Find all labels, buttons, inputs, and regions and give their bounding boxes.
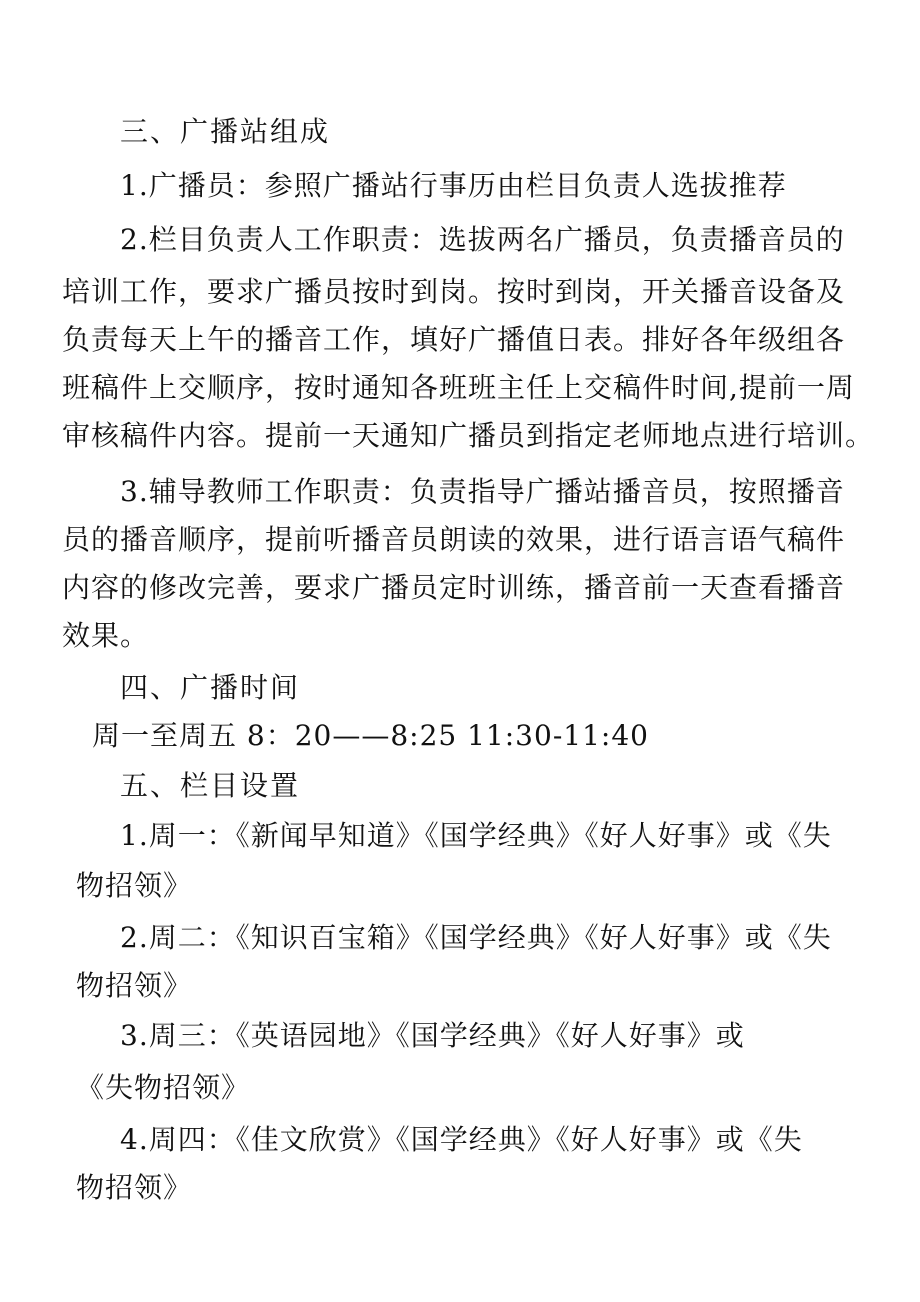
column-line: 4.周四：《佳文欣赏》《国学经典》《好人好事》或《失 <box>120 1123 803 1156</box>
section-heading-5: 五、栏目设置 <box>120 769 301 802</box>
column-line: 物招领》 <box>76 869 193 902</box>
paragraph-line: 效果。 <box>62 619 150 652</box>
paragraph-line: 1.广播员：参照广播站行事历由栏目负责人选拔推荐 <box>120 169 787 202</box>
column-line: 3.周三：《英语园地》《国学经典》《好人好事》或 <box>120 1019 745 1052</box>
schedule-time-line: 周一至周五 8：20——8:25 11:30-11:40 <box>92 719 649 752</box>
column-line: 《失物招领》 <box>76 1071 251 1104</box>
column-line: 物招领》 <box>76 969 193 1002</box>
column-line: 2.周二：《知识百宝箱》《国学经典》《好人好事》或《失 <box>120 921 832 954</box>
section-heading-4: 四、广播时间 <box>120 671 301 704</box>
paragraph-line: 培训工作，要求广播员按时到岗。按时到岗，开关播音设备及 <box>62 275 846 308</box>
paragraph-line: 审核稿件内容。提前一天通知广播员到指定老师地点进行培训。 <box>62 419 875 452</box>
paragraph-line: 负责每天上午的播音工作，填好广播值日表。排好各年级组各 <box>62 323 846 356</box>
paragraph-line: 内容的修改完善，要求广播员定时训练，播音前一天查看播音 <box>62 571 846 604</box>
paragraph-line: 3.辅导教师工作职责：负责指导广播站播音员，按照播音 <box>120 475 845 508</box>
paragraph-line: 2.栏目负责人工作职责：选拔两名广播员，负责播音员的 <box>120 223 845 256</box>
column-line: 物招领》 <box>76 1171 193 1204</box>
paragraph-line: 员的播音顺序，提前听播音员朗读的效果，进行语言语气稿件 <box>62 523 846 556</box>
column-line: 1.周一：《新闻早知道》《国学经典》《好人好事》或《失 <box>120 819 832 852</box>
section-heading-3: 三、广播站组成 <box>120 115 331 148</box>
paragraph-line: 班稿件上交顺序，按时通知各班班主任上交稿件时间,提前一周 <box>62 371 855 404</box>
